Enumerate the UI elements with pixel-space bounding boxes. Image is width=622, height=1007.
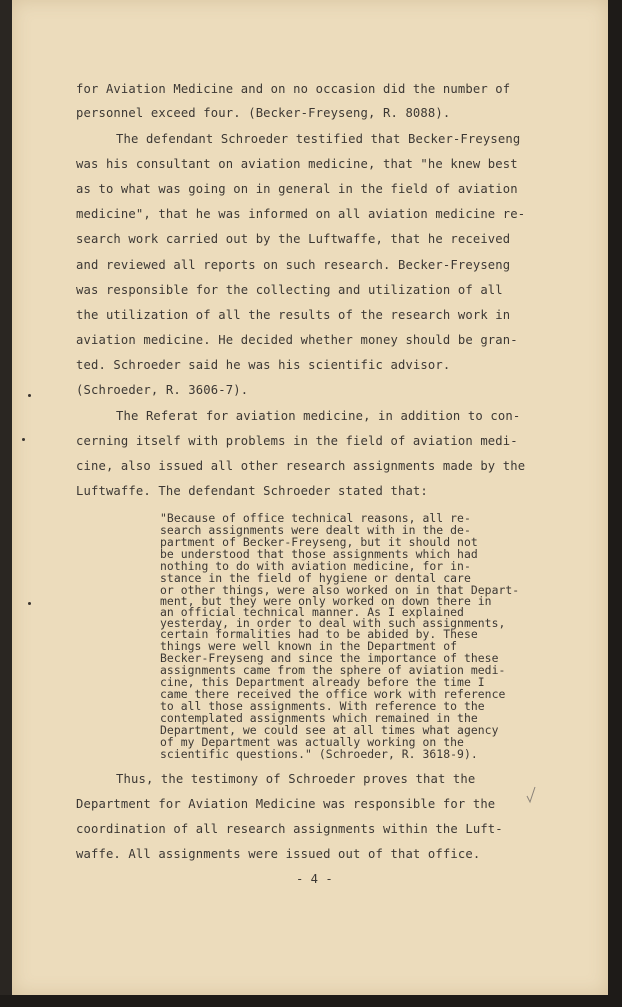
body-line: and reviewed all reports on such research. Becker-Freyseng [76, 258, 511, 272]
quote-line: "Because of office technical reasons, all re- [160, 511, 471, 525]
quote-line: an official technical manner. As I explained [160, 605, 464, 619]
body-line: Thus, the testimony of Schroeder proves that the [116, 772, 476, 786]
body-line: was his consultant on aviation medicine, that "he knew best [76, 157, 518, 171]
body-line: medicine", that he was informed on all aviation medicine re- [76, 207, 526, 221]
body-line: The defendant Schroeder testified that Becker-Freyseng [116, 132, 521, 146]
quote-line: scientific questions." (Schroeder, R. 3618-9). [160, 747, 478, 761]
body-line: Luftwaffe. The defendant Schroeder stated that: [76, 484, 428, 498]
body-line: The Referat for aviation medicine, in addition to con- [116, 409, 521, 423]
body-line: search work carried out by the Luftwaffe, that he received [76, 232, 511, 246]
quote-line: of my Department was actually working on the [160, 735, 464, 749]
body-line: cerning itself with problems in the field of aviation medi- [76, 434, 518, 448]
quote-line: or other things, were also worked on in that Depart- [160, 583, 520, 597]
page-number: - 4 - [296, 872, 333, 886]
body-line: Department for Aviation Medicine was responsible for the [76, 797, 496, 811]
quote-line: Department, we could see at all times what agency [160, 723, 499, 737]
check-mark-icon [526, 786, 536, 804]
quote-line: cine, this Department already before the time I [160, 675, 485, 689]
body-line: coordination of all research assignments within the Luft- [76, 822, 503, 836]
quote-line: yesterday, in order to deal with such assignments, [160, 616, 506, 630]
quote-line: contemplated assignments which remained in the [160, 711, 478, 725]
body-line: ted. Schroeder said he was his scientific advisor. [76, 358, 451, 372]
quote-line: ment, but they were only worked on down there in [160, 594, 492, 608]
quote-line: certain formalities had to be abided by. These [160, 627, 478, 641]
quote-line: nothing to do with aviation medicine, for in- [160, 559, 471, 573]
body-line: was responsible for the collecting and utilization of all [76, 283, 503, 297]
quote-line: partment of Becker-Freyseng, but it should not [160, 535, 478, 549]
quote-line: came there received the office work with reference [160, 687, 506, 701]
margin-mark [28, 602, 31, 605]
body-line: for Aviation Medicine and on no occasion did the number of [76, 82, 511, 96]
quote-line: search assignments were dealt with in the de- [160, 523, 471, 537]
quote-line: be understood that those assignments which had [160, 547, 478, 561]
scan-edge-right [608, 0, 622, 1007]
margin-mark [28, 394, 31, 397]
body-line: personnel exceed four. (Becker-Freyseng, R. 8088). [76, 106, 451, 120]
body-line: aviation medicine. He decided whether money should be gran- [76, 333, 518, 347]
body-line: waffe. All assignments were issued out of that office. [76, 847, 481, 861]
margin-mark [22, 438, 25, 441]
quote-line: to all those assignments. With reference to the [160, 699, 485, 713]
scan-edge-bottom [0, 995, 622, 1007]
quote-line: Becker-Freyseng and since the importance of these [160, 651, 499, 665]
quote-line: stance in the field of hygiene or dental care [160, 571, 471, 585]
body-line: (Schroeder, R. 3606-7). [76, 383, 249, 397]
quote-line: things were well known in the Department of [160, 639, 458, 653]
body-line: cine, also issued all other research assignments made by the [76, 459, 526, 473]
quote-line: assignments came from the sphere of aviation medi- [160, 663, 506, 677]
body-line: as to what was going on in general in the field of aviation [76, 182, 518, 196]
body-line: the utilization of all the results of the research work in [76, 308, 511, 322]
